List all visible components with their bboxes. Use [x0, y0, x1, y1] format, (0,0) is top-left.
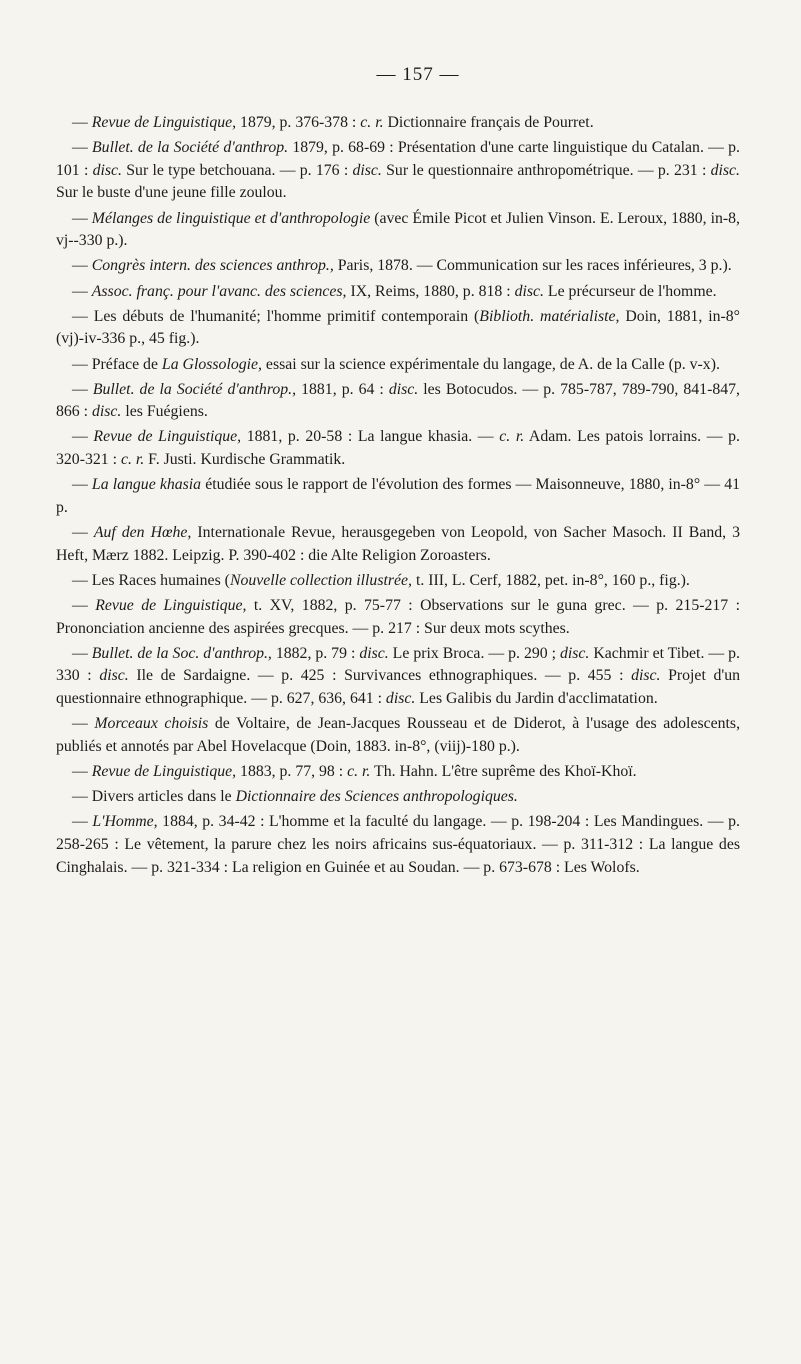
entry-title-italic: c. r.	[499, 428, 525, 446]
bibliography-entry	[56, 306, 740, 351]
entry-text: —	[72, 380, 93, 398]
entry-text: Le précurseur de l'homme.	[543, 282, 717, 300]
bibliography-entry	[56, 112, 740, 135]
entry-title-italic: disc.	[631, 667, 661, 685]
entry-title-italic: c. r.	[360, 114, 384, 131]
bibliography-entry	[56, 474, 740, 519]
entry-text: Sur le buste d'une jeune fille zoulou.	[56, 184, 287, 202]
entry-text: —	[72, 644, 92, 662]
entry-title-italic: c. r.	[120, 451, 145, 469]
entry-title-italic: Auf den Hœhe,	[93, 524, 192, 542]
bibliography-entry	[56, 713, 740, 758]
entry-text: les Fuégiens.	[121, 403, 208, 421]
entry-text: les Botocudos. — p. 785-787, 789-790, 841-847, 866 :	[56, 380, 740, 421]
entry-title-italic: L'Homme,	[92, 813, 158, 831]
entry-text: (avec Émile Picot et Julien Vinson. E. Leroux, 1880, in-8, vj--330 p.).	[56, 209, 740, 250]
entry-title-italic: Bullet. de la Société d'anthrop.	[92, 139, 289, 157]
entry-title-italic: disc.	[359, 644, 389, 662]
entry-text: —	[72, 524, 94, 542]
entry-text: Doin, 1881, in-8° (vj)-iv-336 p., 45 fig.).	[56, 307, 740, 348]
entry-text: — Les débuts de l'humanité; l'homme primitif contemporain (	[72, 307, 480, 325]
entry-title-italic: Nouvelle collection illustrée,	[229, 571, 412, 589]
entry-text: — Les Races humaines (	[72, 571, 230, 589]
entry-text: Kachmir et Tibet. — p. 330 :	[56, 644, 740, 685]
entry-title-italic: Biblioth. matérialiste,	[479, 307, 620, 325]
entry-title-italic: Congrès intern. des sciences anthrop.,	[91, 257, 334, 275]
bibliography-entry	[56, 570, 740, 593]
entry-title-italic: disc.	[99, 667, 129, 685]
entry-text: —	[72, 282, 92, 300]
bibliography-entry	[56, 354, 740, 377]
entry-text: 1881, p. 64 :	[296, 380, 389, 398]
entry-text: Adam. Les patois lorrains. — p. 320-321 :	[56, 428, 740, 469]
entry-title-italic: disc.	[92, 161, 123, 179]
entry-text: étudiée sous le rapport de l'évolution des formes — Maisonneuve, 1880, in-8° — 41 p.	[56, 476, 740, 516]
entry-text: 1879, p. 68-69 : Présentation d'une carte linguistique du Catalan. — p. 101 :	[56, 139, 740, 179]
entry-title-italic: Revue de Linguistique,	[95, 597, 247, 614]
entry-title-italic: disc.	[385, 689, 416, 707]
entry-text: —	[72, 114, 92, 131]
entry-title-italic: disc.	[559, 644, 590, 662]
bibliography-entry	[56, 379, 740, 424]
entry-title-italic: Bullet. de la Société d'anthrop.,	[92, 380, 297, 398]
entry-title-italic: c. r.	[347, 762, 371, 780]
entry-text: Sur le type betchouana. — p. 176 :	[122, 161, 353, 179]
entry-text: —	[72, 257, 92, 275]
entry-text: F. Justi. Kurdische Grammatik.	[144, 451, 346, 469]
entry-text: Projet d'un questionnaire ethnographique. — p. 627, 636, 641 :	[56, 667, 740, 707]
entry-text: de Voltaire, de Jean-Jacques Rousseau et de Diderot, à l'usage des adolescents, publiés et annotés par Abel Hovelacque (Doin, 1883. in-8°, (viij)-180 p.).	[56, 715, 741, 755]
entry-text: 1881, p. 20-58 : La langue khasia. —	[241, 428, 500, 446]
entry-title-italic: Assoc. franç. pour l'avanc. des sciences,	[91, 282, 347, 300]
entry-text: 1882, p. 79 :	[271, 644, 360, 662]
entry-text: Paris, 1878. — Communication sur les races inférieures, 3 p.).	[333, 257, 732, 275]
page-number: — 157 —	[376, 64, 460, 85]
entry-text: Internationale Revue, herausgegeben von Leopold, von Sacher Masoch. II Band, 3 Heft, Mærz 1882. Leipzig. P. 390-402 : die Alte Religion Zoroasters.	[56, 524, 740, 564]
entry-title-italic: Morceaux choisis	[94, 715, 209, 733]
entry-title-italic: disc.	[514, 282, 544, 300]
entry-title-italic: La langue khasia	[91, 476, 202, 494]
bibliography-entry	[56, 811, 740, 879]
entry-text: — Divers articles dans le	[72, 788, 236, 806]
bibliography-entry	[56, 595, 740, 640]
entry-title-italic: Mélanges de linguistique et d'anthropologie	[91, 209, 371, 227]
entry-text: Le prix Broca. — p. 290 ;	[388, 644, 560, 662]
entry-title-italic: Dictionnaire des Sciences anthropologiques.	[235, 788, 518, 806]
entry-title-italic: disc.	[352, 161, 382, 179]
bibliography-entry	[56, 761, 740, 784]
entry-text: —	[72, 476, 92, 494]
entry-text: 1884, p. 34-42 : L'homme et la faculté du langage. — p. 198-204 : Les Mandingues. — p. 258-265 : Le vêtement, la parure chez les noirs africains sus-équatoriaux. — p. 311-312 : La langue des Cinghalais. — p. 321-334 : La religion en Guinée et au Soudan. — p. 673-678 : Les Wolofs.	[56, 813, 740, 876]
entry-text: —	[72, 209, 92, 227]
entry-text: t. III, L. Cerf, 1882, pet. in-8°, 160 p., fig.).	[412, 571, 690, 589]
entry-title-italic: disc.	[710, 161, 741, 179]
entry-text: t. XV, 1882, p. 75-77 : Observations sur le guna grec. — p. 215-217 : Prononciation ancienne des aspirées grecques. — p. 217 : Sur deux mots scythes.	[56, 597, 740, 637]
bibliography-entry	[56, 522, 740, 567]
entry-text: Dictionnaire français de Pourret.	[383, 114, 594, 131]
entry-text: 1879, p. 376-378 :	[236, 114, 361, 131]
entry-text: Th. Hahn. L'être suprême des Khoï-Khoï.	[370, 762, 637, 780]
entry-text: —	[72, 762, 92, 780]
bibliography-list	[56, 112, 740, 879]
entry-text: Ile de Sardaigne. — p. 425 : Survivances ethnographiques. — p. 455 :	[128, 667, 632, 685]
entry-text: — Préface de	[72, 355, 162, 373]
bibliography-entry	[56, 786, 740, 809]
bibliography-entry	[56, 137, 740, 205]
bibliography-entry	[56, 255, 740, 278]
entry-title-italic: disc.	[388, 380, 419, 398]
entry-title-italic: Revue de Linguistique,	[91, 114, 237, 131]
bibliography-entry	[56, 281, 740, 304]
entry-text: IX, Reims, 1880, p. 818 :	[346, 282, 515, 300]
entry-title-italic: Revue de Linguistique,	[91, 762, 237, 780]
bibliography-entry	[56, 426, 740, 471]
entry-text: essai sur la science expérimentale du langage, de A. de la Calle (p. v-x).	[261, 355, 720, 373]
entry-title-italic: Bullet. de la Soc. d'anthrop.,	[91, 644, 272, 662]
entry-text: —	[72, 715, 95, 733]
bibliography-entry	[56, 208, 740, 253]
entry-text: —	[72, 813, 93, 831]
entry-text: Sur le questionnaire anthropométrique. — p. 231 :	[381, 161, 711, 179]
entry-title-italic: Revue de Linguistique,	[93, 428, 242, 446]
entry-title-italic: La Glossologie,	[161, 355, 262, 373]
bibliography-entry	[56, 643, 740, 711]
entry-text: —	[72, 139, 93, 157]
entry-text: —	[72, 597, 96, 614]
entry-title-italic: disc.	[91, 403, 122, 421]
entry-text: —	[72, 428, 94, 446]
entry-text: Les Galibis du Jardin d'acclimatation.	[415, 689, 658, 707]
entry-text: 1883, p. 77, 98 :	[236, 762, 348, 780]
document-page	[56, 64, 740, 882]
